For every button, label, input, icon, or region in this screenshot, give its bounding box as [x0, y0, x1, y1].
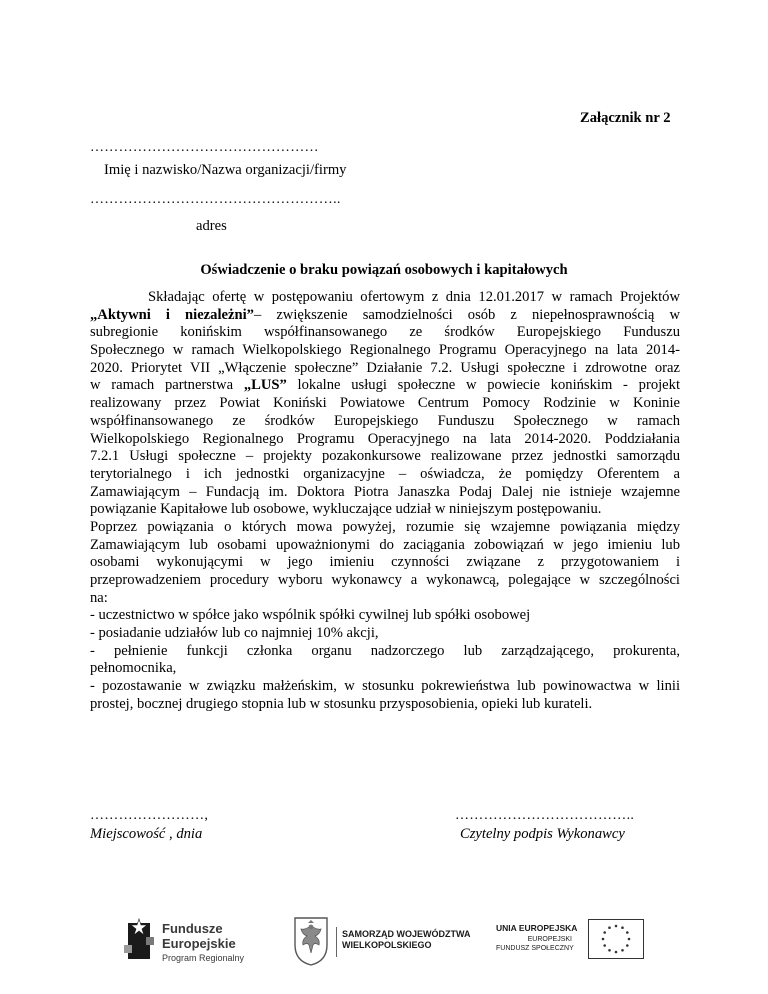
logo-divider	[336, 927, 337, 957]
body-line: przeprowadzeniem procedury wyboru wykonawcy a wykonawcą, polegające w szczególności	[90, 572, 680, 588]
list-item: - uczestnictwo w spółce jako wspólnik spółki cywilnej lub spółki osobowej	[90, 607, 531, 624]
name-label: Imię i nazwisko/Nazwa organizacji/firmy	[104, 162, 347, 178]
body-line-project: „Aktywni i niezależni”– zwiększenie samodzielności osób z niepełnosprawnością w	[90, 306, 680, 323]
body-line: 2020. Priorytet VII „Włączenie społeczne” Działanie 7.2. Usługi społeczne i zdrowotne oraz	[90, 359, 680, 376]
eu-flag-icon	[588, 919, 644, 959]
body-line-partnership: w ramach partnerstwa „LUS” lokalne usługi społeczne w powiecie konińskim - projekt	[90, 377, 681, 394]
body-line: osobami wykonującymi w jego imieniu czynności związane z przygotowaniem i	[90, 554, 680, 571]
body-line: terytorialnego i ich jednostki organizacyjne – oświadcza, że pomiędzy Oferentem a	[90, 465, 680, 482]
list-item: - pełnienie funkcji członka organu nadzorczego lub zarządzającego, prokurenta,	[90, 642, 680, 659]
ue-line2: EUROPEJSKI	[527, 936, 572, 943]
body-line: Wielkopolskiego Regionalnego Programu Operacyjnego na lata 2014-2020. Poddziałania	[90, 430, 680, 447]
name-dotted-line: …………………………………………	[90, 140, 319, 155]
body-line: powiązanie Kapitałowe lub osobowe, wykluczające udział w niniejszym postępowaniu.	[90, 501, 602, 518]
body-line: współfinansowanego ze środków Europejskiego Funduszu Społecznego w ramach	[90, 412, 680, 429]
samorzad-logo	[292, 915, 471, 973]
body-line: Poprzez powiązania o których mowa powyżej, rozumie się wzajemne powiązania między	[90, 518, 680, 535]
list-item-continued: pełnomocnika,	[90, 660, 177, 677]
bold-phrase: „LUS”	[243, 377, 287, 394]
eagle-crest-icon	[292, 915, 330, 967]
eu-logo	[496, 919, 656, 969]
document-title: Oświadczenie o braku powiązań osobowych i kapitałowych	[200, 262, 568, 278]
bold-phrase: „Aktywni i niezależni”	[90, 306, 254, 323]
list-item: - posiadanie udziałów lub co najmniej 10% akcji,	[90, 625, 379, 642]
address-label: adres	[196, 218, 227, 234]
samorzad-line2: WIELKOPOLSKIEGO	[342, 940, 432, 950]
fundusze-europejskie-logo	[122, 913, 262, 973]
fe-star-icon	[122, 915, 156, 967]
fe-line1: Fundusze	[162, 921, 223, 936]
signature-label: Czytelny podpis Wykonawcy	[460, 826, 625, 842]
statement-body	[90, 289, 680, 714]
signature-dotted-line: ………………………………..	[455, 808, 635, 823]
footer-logos	[0, 905, 768, 985]
annex-number: Załącznik nr 2	[580, 110, 671, 126]
body-line: Zamawiającym – Fundacją im. Doktora Piotra Janaszka Podaj Dalej nie istnieje wzajemne	[90, 483, 680, 500]
ue-line3: FUNDUSZ SPOŁECZNY	[496, 945, 574, 952]
body-line: 7.2.1 Usługi społeczne – projekty pozakonkursowe realizowane przez jednostki samorządu	[90, 448, 680, 465]
body-line: Składając ofertę w postępowaniu ofertowym z dnia 12.01.2017 w ramach Projektów	[148, 289, 680, 305]
body-line: subregionie konińskim współfinansowanego ze środków Europejskiego Funduszu	[90, 324, 680, 341]
ue-line1: UNIA EUROPEJSKA	[496, 923, 578, 933]
body-line: realizowany przez Powiat Koniński Powiatowe Centrum Pomocy Rodzinie w Koninie	[90, 395, 680, 412]
samorzad-line1: SAMORZĄD WOJEWÓDZTWA	[342, 929, 471, 939]
place-date-dotted-line: ……………………,	[90, 808, 209, 823]
body-line: Zamawiającym lub osobami upoważnionymi do zaciągania zobowiązań w jego imieniu lub	[90, 536, 680, 553]
place-date-label: Miejscowość , dnia	[90, 826, 203, 842]
body-line: Społecznego w ramach Wielkopolskiego Regionalnego Programu Operacyjnego na lata 2014-	[90, 342, 680, 359]
list-item: - pozostawanie w związku małżeńskim, w stosunku pokrewieństwa lub powinowactwa w linii	[90, 678, 680, 695]
list-item-continued: prostej, bocznej drugiego stopnia lub w stosunku przysposobienia, opieki lub kurateli.	[90, 695, 593, 712]
address-dotted-line: ……………………………………………..	[90, 192, 341, 207]
fe-line3: Program Regionalny	[162, 953, 245, 963]
body-line: na:	[90, 589, 108, 606]
fe-line2: Europejskie	[162, 936, 236, 951]
